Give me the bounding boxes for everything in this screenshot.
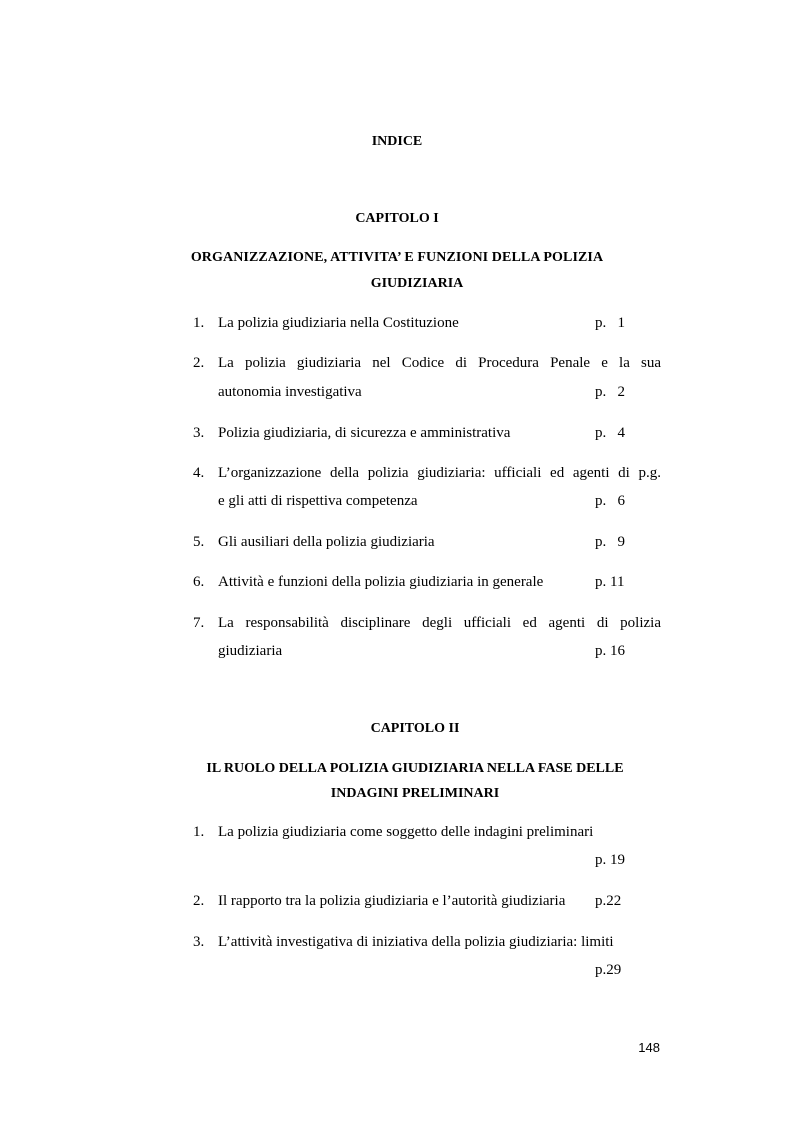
entry-title: Il rapporto tra la polizia giudiziaria e l’autorità giudiziaria [218, 893, 566, 909]
entry-page: p.22 [595, 893, 622, 909]
entry-page: p. 4 [595, 425, 625, 441]
entry-title-line-1: L’organizzazione della polizia giudiziaria: ufficiali ed agenti di p.g. [218, 465, 661, 481]
entry-title: La polizia giudiziaria come soggetto delle indagini preliminari [218, 824, 594, 840]
entry-title-line-2: autonomia investigativa [218, 384, 362, 400]
entry-number: 3. [193, 425, 205, 441]
entry-page: p. 19 [595, 852, 625, 868]
entry-number: 6. [193, 574, 205, 590]
entry-page: p. 6 [595, 493, 625, 509]
entry-title-line-2: e gli atti di rispettiva competenza [218, 493, 418, 509]
entry-page: p. 2 [595, 384, 625, 400]
entry-page: p. 16 [595, 643, 625, 659]
entry-number: 7. [193, 615, 205, 631]
chapter-1-title-line-2: GIUDIZIARIA [370, 276, 464, 291]
entry-number: 2. [193, 355, 205, 371]
index-title: INDICE [371, 134, 423, 149]
entry-number: 1. [193, 824, 205, 840]
entry-number: 4. [193, 465, 205, 481]
chapter-2-label: CAPITOLO II [370, 721, 460, 736]
entry-title: Polizia giudiziaria, di sicurezza e amministrativa [218, 425, 511, 441]
entry-title: Gli ausiliari della polizia giudiziaria [218, 534, 435, 550]
entry-title-line-1: La polizia giudiziaria nel Codice di Procedura Penale e la sua [218, 355, 661, 371]
entry-page: p.29 [595, 962, 622, 978]
entry-title: L’attività investigativa di iniziativa della polizia giudiziaria: limiti [218, 934, 614, 950]
entry-number: 3. [193, 934, 205, 950]
chapter-1-label: CAPITOLO I [355, 211, 439, 226]
entry-title: La polizia giudiziaria nella Costituzione [218, 315, 459, 331]
entry-page: p. 1 [595, 315, 625, 331]
entry-number: 1. [193, 315, 205, 331]
entry-title-line-2: giudiziaria [218, 643, 283, 659]
chapter-2-title-line-2: INDAGINI PRELIMINARI [330, 786, 500, 801]
entry-number: 2. [193, 893, 205, 909]
chapter-1-title-line-1: ORGANIZZAZIONE, ATTIVITA’ E FUNZIONI DELLA POLIZIA [190, 250, 604, 265]
entry-title: Attività e funzioni della polizia giudiziaria in generale [218, 574, 544, 590]
entry-number: 5. [193, 534, 205, 550]
page-number: 148 [638, 1040, 660, 1055]
entry-page: p. 9 [595, 534, 625, 550]
entry-page: p. 11 [595, 574, 625, 590]
chapter-2-title-line-1: IL RUOLO DELLA POLIZIA GIUDIZIARIA NELLA FASE DELLE [206, 761, 624, 776]
entry-title-line-1: La responsabilità disciplinare degli ufficiali ed agenti di polizia [218, 615, 661, 631]
